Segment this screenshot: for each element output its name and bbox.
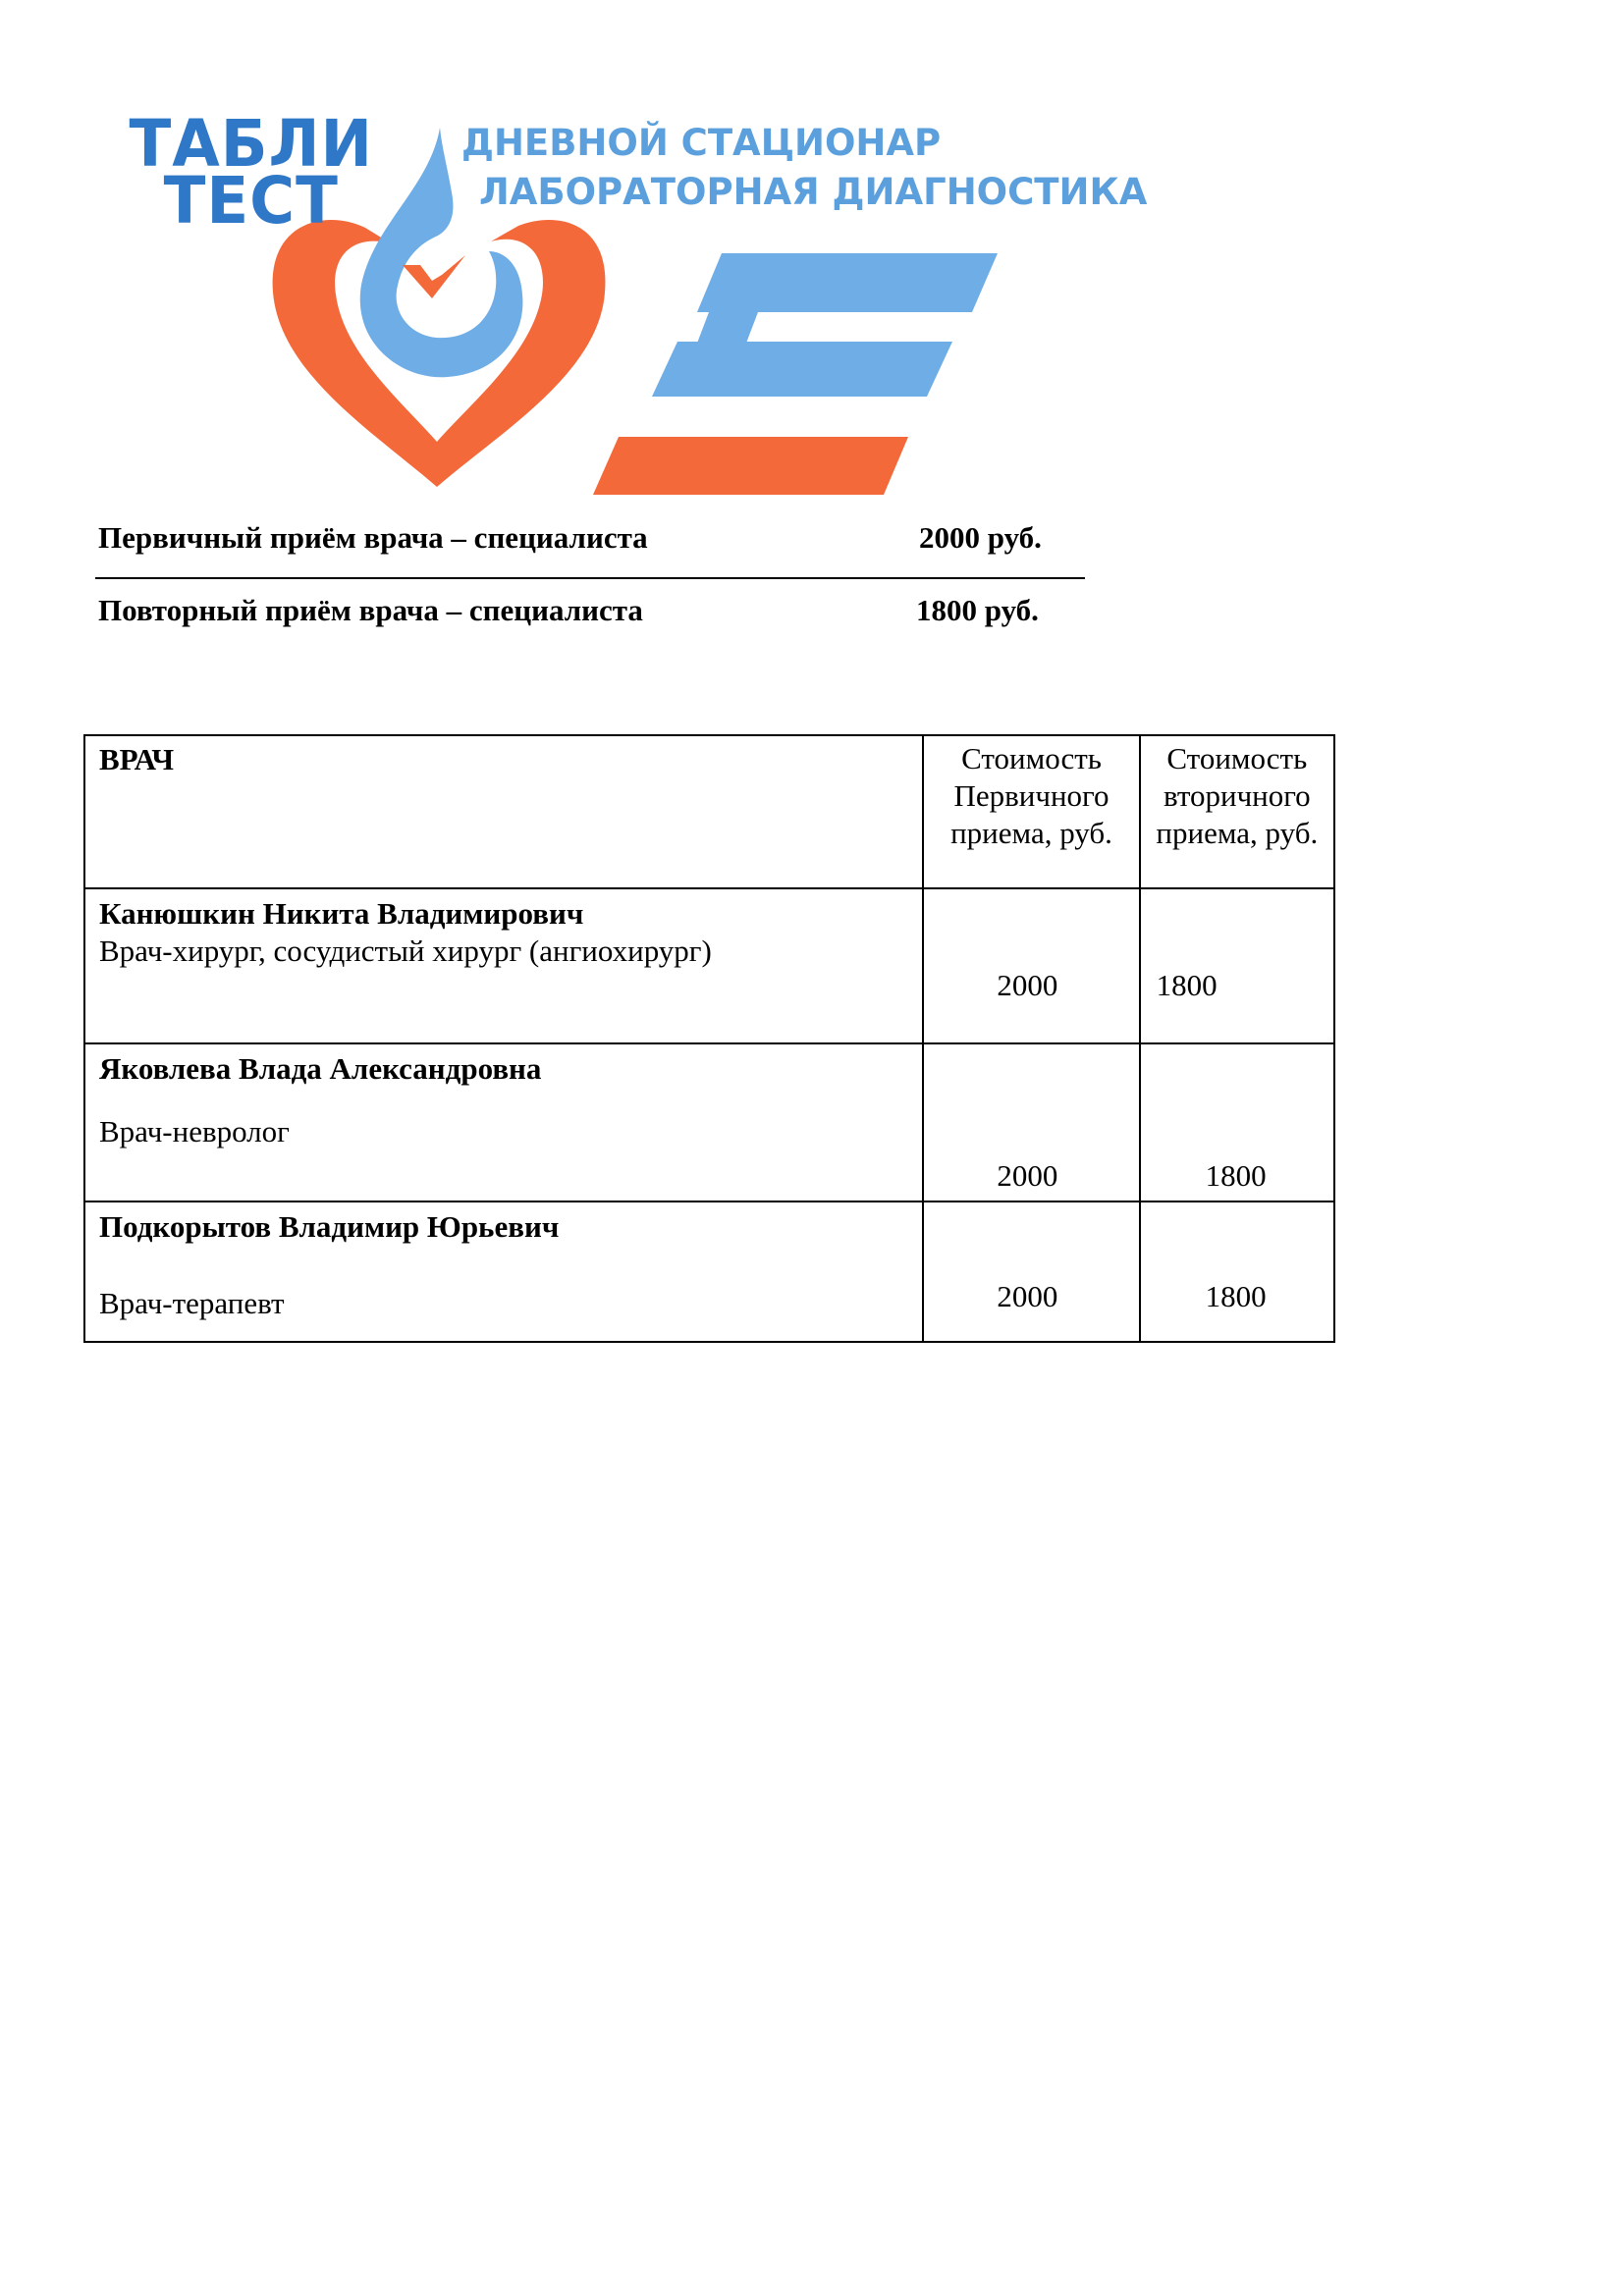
table-row [84,1201,1334,1342]
logo-stripe-top [697,253,998,312]
first-cost-cell [923,1043,1139,1201]
logo-brand-name [116,106,387,239]
header-doctor: ВРАЧ [84,735,923,888]
doctor-specialty: Врач-невролог [99,1114,290,1148]
price-value: 1800 руб. [916,593,1039,627]
doctor-name: Подкорытов Владимир Юрьевич [99,1209,560,1244]
table-row [84,888,1334,1043]
logo-stripe-bottom [593,437,908,495]
first-cost-cell [923,1201,1139,1342]
price-label: Повторный приём врача – специалиста [98,593,643,627]
header-first-cost: Стоимость Первичного приема, руб. [923,735,1139,888]
doctors-price-table [83,734,1335,1343]
table-row [84,1043,1334,1201]
table-header-row [84,735,1334,888]
logo-subtitle-1: ДНЕВНОЙ СТАЦИОНАР [461,122,942,164]
doctor-cell [84,1201,923,1342]
doctor-cell [84,1043,923,1201]
doctor-name: Канюшкин Никита Владимирович [99,896,584,931]
price-label: Первичный приём врача – специалиста [98,520,648,555]
divider [95,577,1085,579]
doctor-specialty: Врач-терапевт [99,1286,285,1320]
second-cost-value: 1800 [1205,1279,1267,1313]
logo-check-shape [403,255,465,298]
doctor-specialty: Врач-хирург, сосудистый хирург (ангиохирург) [99,934,712,968]
second-cost-cell [1140,1043,1334,1201]
logo-brand-line-1: ТАБЛИ [129,106,373,182]
header-second-cost: Стоимость вторичного приема, руб. [1140,735,1334,888]
doctor-name: Яковлева Влада Александровна [99,1051,542,1086]
second-cost-value: 1800 [1156,968,1218,1002]
first-cost-value: 2000 [997,968,1058,1002]
price-row-primary [98,520,1080,556]
first-cost-cell [923,888,1139,1043]
logo-brand-line-2: ТЕСТ [163,163,339,239]
second-cost-value: 1800 [1205,1158,1267,1193]
price-value: 2000 руб. [919,520,1042,555]
logo-subtitle-2: ЛАБОРАТОРНАЯ ДИАГНОСТИКА [479,171,1148,213]
price-row-repeat [98,593,1080,628]
logo-stripe-middle [652,342,952,397]
first-cost-value: 2000 [997,1279,1058,1313]
doctor-cell [84,888,923,1043]
second-cost-cell [1140,888,1334,1043]
first-cost-value: 2000 [997,1158,1058,1193]
second-cost-cell [1140,1201,1334,1342]
